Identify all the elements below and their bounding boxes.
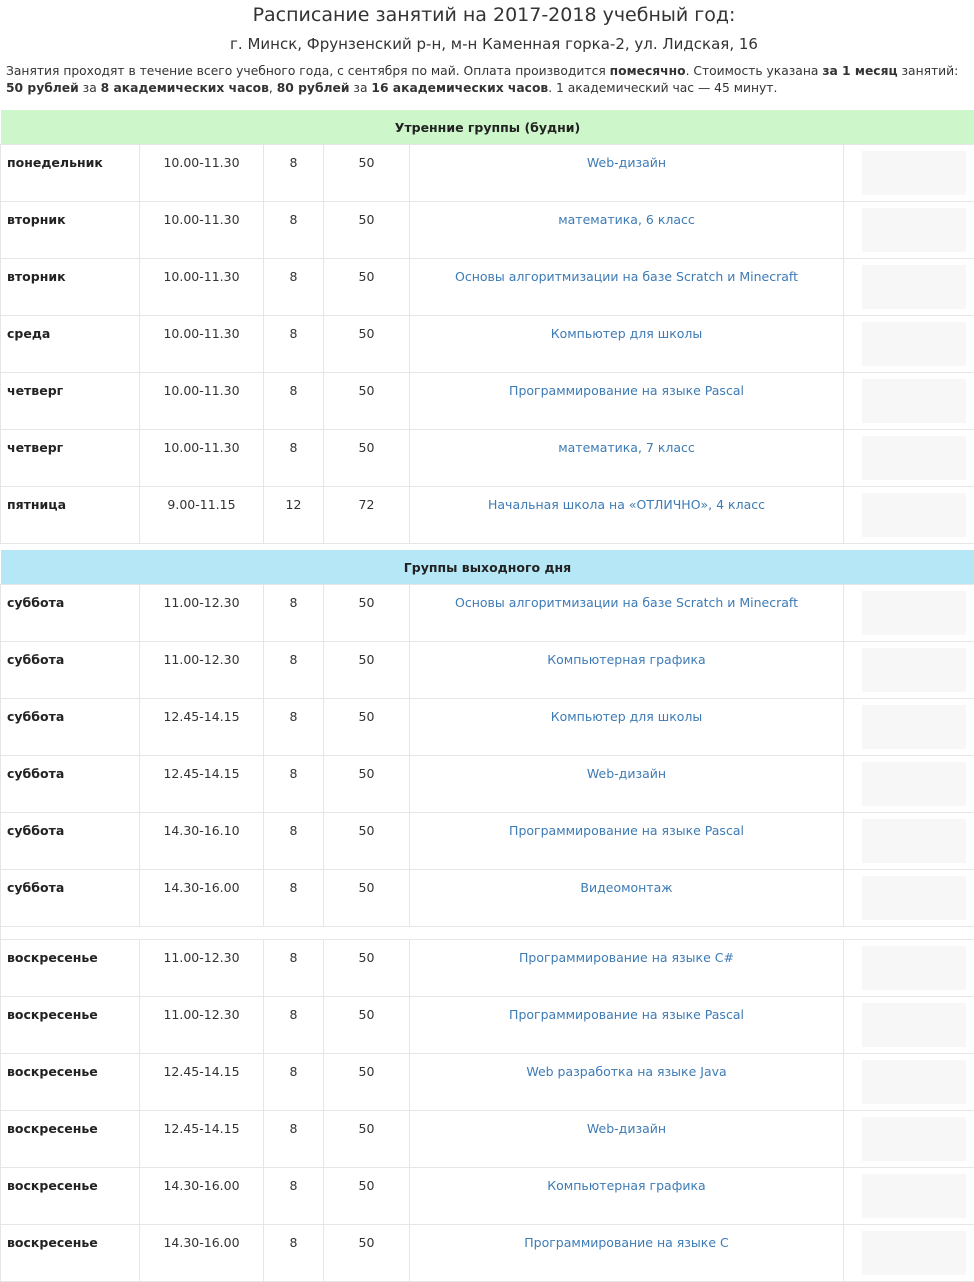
day-cell — [1, 940, 140, 997]
time-cell-text: 14.30-16.00 — [140, 1225, 263, 1250]
price-cell — [324, 699, 410, 756]
price-cell — [324, 997, 410, 1054]
blank-cell — [844, 487, 974, 544]
price-cell-text: 50 — [324, 1054, 409, 1079]
day-cell — [1, 430, 140, 487]
course-link[interactable]: Начальная школа на «ОТЛИЧНО», 4 класс — [410, 487, 843, 512]
blank-cell — [844, 997, 974, 1054]
time-cell — [140, 487, 264, 544]
blank-cell — [844, 202, 974, 259]
price-cell-text: 50 — [324, 756, 409, 781]
blank-cell — [844, 870, 974, 927]
hours-cell-text: 8 — [264, 1054, 323, 1079]
price-cell-text: 50 — [324, 642, 409, 667]
hours-cell — [264, 870, 324, 927]
time-cell-text: 12.45-14.15 — [140, 1054, 263, 1079]
price-cell — [324, 202, 410, 259]
day-cell — [1, 870, 140, 927]
day-cell-text: пятница — [1, 487, 139, 512]
course-link[interactable]: Компьютер для школы — [410, 699, 843, 724]
price-cell-text: 50 — [324, 430, 409, 455]
table-row — [1, 1111, 974, 1168]
time-cell — [140, 813, 264, 870]
blank-cell-fill — [862, 1174, 966, 1218]
time-cell — [140, 1111, 264, 1168]
time-cell — [140, 940, 264, 997]
price-cell-text: 50 — [324, 316, 409, 341]
time-cell — [140, 870, 264, 927]
blank-cell-fill — [862, 436, 966, 480]
time-cell-text: 14.30-16.00 — [140, 1168, 263, 1193]
time-cell-text: 10.00-11.30 — [140, 202, 263, 227]
time-cell-text: 12.45-14.15 — [140, 1111, 263, 1136]
hours-cell-text: 8 — [264, 756, 323, 781]
day-cell-text: воскресенье — [1, 997, 139, 1022]
time-cell — [140, 259, 264, 316]
table-row — [1, 813, 974, 870]
table-row — [1, 585, 974, 642]
intro-part: Занятия проходят в течение всего учебного года, с сентября по май. Оплата производится — [6, 64, 610, 78]
blank-cell — [844, 373, 974, 430]
hours-cell — [264, 997, 324, 1054]
course-cell — [410, 997, 844, 1054]
course-cell — [410, 373, 844, 430]
intro-part: . Стоимость указана — [686, 64, 823, 78]
course-cell — [410, 870, 844, 927]
course-link[interactable]: Web-дизайн — [410, 1111, 843, 1136]
table-row — [1, 1054, 974, 1111]
hours-cell-text: 8 — [264, 145, 323, 170]
price-cell-text: 50 — [324, 259, 409, 284]
price-cell — [324, 487, 410, 544]
intro-part: занятий: — [898, 64, 959, 78]
time-cell — [140, 756, 264, 813]
course-link[interactable]: Компьютерная графика — [410, 642, 843, 667]
blank-cell-fill — [862, 322, 966, 366]
blank-cell — [844, 316, 974, 373]
table-row — [1, 430, 974, 487]
course-cell — [410, 813, 844, 870]
blank-cell — [844, 699, 974, 756]
table-row — [1, 487, 974, 544]
blank-cell-fill — [862, 1117, 966, 1161]
price-cell — [324, 1168, 410, 1225]
table-row — [1, 373, 974, 430]
price-cell-text: 50 — [324, 1168, 409, 1193]
course-cell — [410, 940, 844, 997]
day-cell — [1, 699, 140, 756]
hours-cell-text: 8 — [264, 373, 323, 398]
time-cell — [140, 1054, 264, 1111]
time-cell-text: 10.00-11.30 — [140, 145, 263, 170]
hours-cell-text: 8 — [264, 430, 323, 455]
day-cell-text: суббота — [1, 756, 139, 781]
blank-cell-fill — [862, 819, 966, 863]
day-cell-text: воскресенье — [1, 1168, 139, 1193]
day-cell — [1, 756, 140, 813]
time-cell-text: 9.00-11.15 — [140, 487, 263, 512]
price-cell — [324, 373, 410, 430]
course-link[interactable]: Программирование на языке C# — [410, 940, 843, 965]
blank-cell-fill — [862, 591, 966, 635]
intro-bold: 80 рублей — [277, 81, 350, 95]
hours-cell — [264, 373, 324, 430]
price-cell — [324, 1225, 410, 1282]
hours-cell — [264, 1111, 324, 1168]
hours-cell-text: 8 — [264, 870, 323, 895]
price-cell-text: 50 — [324, 699, 409, 724]
weekday-section-header — [1, 110, 974, 145]
course-cell — [410, 642, 844, 699]
price-cell-text: 50 — [324, 870, 409, 895]
price-cell — [324, 316, 410, 373]
price-cell-text: 50 — [324, 202, 409, 227]
blank-cell — [844, 585, 974, 642]
day-cell — [1, 585, 140, 642]
blank-cell — [844, 1225, 974, 1282]
time-cell — [140, 1168, 264, 1225]
hours-cell-text: 8 — [264, 642, 323, 667]
page-title: Расписание занятий на 2017-2018 учебный год: — [0, 4, 974, 26]
time-cell — [140, 997, 264, 1054]
day-cell — [1, 1168, 140, 1225]
day-cell-text: воскресенье — [1, 1225, 139, 1250]
day-cell-text: суббота — [1, 642, 139, 667]
day-cell-text: суббота — [1, 813, 139, 838]
blank-cell-fill — [862, 493, 966, 537]
blank-cell-fill — [862, 1231, 966, 1275]
course-link[interactable]: Основы алгоритмизации на базе Scratch и Minecraft — [410, 259, 843, 284]
time-cell-text: 10.00-11.30 — [140, 430, 263, 455]
course-cell — [410, 316, 844, 373]
hours-cell — [264, 756, 324, 813]
blank-cell-fill — [862, 379, 966, 423]
price-cell-text: 50 — [324, 813, 409, 838]
time-cell — [140, 373, 264, 430]
course-cell — [410, 699, 844, 756]
price-cell — [324, 813, 410, 870]
day-cell — [1, 487, 140, 544]
hours-cell-text: 8 — [264, 259, 323, 284]
price-cell — [324, 940, 410, 997]
table-row — [1, 997, 974, 1054]
table-row — [1, 316, 974, 373]
price-cell — [324, 259, 410, 316]
day-cell — [1, 1225, 140, 1282]
price-cell-text: 50 — [324, 145, 409, 170]
price-cell-text: 50 — [324, 997, 409, 1022]
hours-cell — [264, 259, 324, 316]
blank-cell-fill — [862, 705, 966, 749]
intro-text — [6, 63, 974, 97]
blank-cell-fill — [862, 1003, 966, 1047]
table-row — [1, 259, 974, 316]
hours-cell-text: 8 — [264, 316, 323, 341]
hours-cell — [264, 145, 324, 202]
table-row — [1, 145, 974, 202]
time-cell — [140, 642, 264, 699]
table-row — [1, 1225, 974, 1282]
price-cell — [324, 870, 410, 927]
price-cell — [324, 430, 410, 487]
intro-bold: 16 академических часов — [371, 81, 548, 95]
price-cell-text: 50 — [324, 1111, 409, 1136]
time-cell-text: 10.00-11.30 — [140, 316, 263, 341]
spacer-row — [1, 927, 974, 940]
hours-cell — [264, 430, 324, 487]
time-cell-text: 11.00-12.30 — [140, 940, 263, 965]
course-cell — [410, 1111, 844, 1168]
day-cell — [1, 316, 140, 373]
course-link[interactable]: Компьютер для школы — [410, 316, 843, 341]
course-link[interactable]: Программирование на языке Pascal — [410, 373, 843, 398]
hours-cell-text: 8 — [264, 1225, 323, 1250]
hours-cell-text: 8 — [264, 1111, 323, 1136]
day-cell — [1, 813, 140, 870]
table-row — [1, 642, 974, 699]
course-cell — [410, 1168, 844, 1225]
hours-cell-text: 8 — [264, 202, 323, 227]
day-cell-text: среда — [1, 316, 139, 341]
time-cell-text: 11.00-12.30 — [140, 642, 263, 667]
time-cell-text: 14.30-16.00 — [140, 870, 263, 895]
intro-bold: 8 академических часов — [101, 81, 269, 95]
course-cell — [410, 585, 844, 642]
day-cell-text: суббота — [1, 870, 139, 895]
blank-cell — [844, 145, 974, 202]
blank-cell-fill — [862, 876, 966, 920]
hours-cell — [264, 642, 324, 699]
day-cell-text: воскресенье — [1, 1111, 139, 1136]
hours-cell — [264, 1168, 324, 1225]
table-row — [1, 940, 974, 997]
course-link[interactable]: Компьютерная графика — [410, 1168, 843, 1193]
weekend-header-label: Группы выходного дня — [1, 550, 974, 585]
day-cell-text: воскресенье — [1, 1054, 139, 1079]
course-link[interactable]: Программирование на языке Pascal — [410, 813, 843, 838]
blank-cell-fill — [862, 946, 966, 990]
hours-cell-text: 12 — [264, 487, 323, 512]
day-cell-text: суббота — [1, 585, 139, 610]
course-cell — [410, 756, 844, 813]
time-cell — [140, 145, 264, 202]
day-cell-text: воскресенье — [1, 940, 139, 965]
hours-cell — [264, 940, 324, 997]
course-link[interactable]: Web разработка на языке Java — [410, 1054, 843, 1079]
price-cell — [324, 145, 410, 202]
blank-cell-fill — [862, 208, 966, 252]
price-cell-text: 50 — [324, 585, 409, 610]
time-cell-text: 11.00-12.30 — [140, 585, 263, 610]
blank-cell — [844, 1111, 974, 1168]
time-cell — [140, 430, 264, 487]
course-link[interactable]: математика, 7 класс — [410, 430, 843, 455]
hours-cell-text: 8 — [264, 1168, 323, 1193]
time-cell — [140, 585, 264, 642]
price-cell-text: 50 — [324, 940, 409, 965]
day-cell-text: четверг — [1, 430, 139, 455]
day-cell-text: понедельник — [1, 145, 139, 170]
table-row — [1, 870, 974, 927]
price-cell — [324, 1111, 410, 1168]
table-row — [1, 756, 974, 813]
day-cell — [1, 997, 140, 1054]
hours-cell-text: 8 — [264, 699, 323, 724]
table-row — [1, 202, 974, 259]
hours-cell-text: 8 — [264, 997, 323, 1022]
price-cell — [324, 756, 410, 813]
blank-cell — [844, 1054, 974, 1111]
intro-bold: 50 рублей — [6, 81, 79, 95]
hours-cell — [264, 487, 324, 544]
hours-cell-text: 8 — [264, 813, 323, 838]
blank-cell-fill — [862, 648, 966, 692]
course-cell — [410, 202, 844, 259]
price-cell-text: 50 — [324, 1225, 409, 1250]
hours-cell — [264, 316, 324, 373]
price-cell — [324, 585, 410, 642]
intro-part: , — [269, 81, 277, 95]
table-row — [1, 1168, 974, 1225]
time-cell-text: 11.00-12.30 — [140, 997, 263, 1022]
course-link[interactable]: Основы алгоритмизации на базе Scratch и Minecraft — [410, 585, 843, 610]
day-cell — [1, 259, 140, 316]
blank-cell — [844, 259, 974, 316]
day-cell — [1, 642, 140, 699]
course-link[interactable]: Программирование на языке Pascal — [410, 997, 843, 1022]
intro-bold: за 1 месяц — [822, 64, 897, 78]
day-cell-text: вторник — [1, 259, 139, 284]
course-cell — [410, 430, 844, 487]
course-link[interactable]: математика, 6 класс — [410, 202, 843, 227]
course-link[interactable]: Web-дизайн — [410, 756, 843, 781]
weekday-header-label: Утренние группы (будни) — [1, 110, 974, 145]
time-cell — [140, 316, 264, 373]
course-cell — [410, 259, 844, 316]
course-cell — [410, 145, 844, 202]
blank-cell-fill — [862, 762, 966, 806]
hours-cell — [264, 699, 324, 756]
hours-cell — [264, 1225, 324, 1282]
price-cell-text: 50 — [324, 373, 409, 398]
day-cell — [1, 145, 140, 202]
hours-cell-text: 8 — [264, 585, 323, 610]
intro-bold: помесячно — [610, 64, 686, 78]
day-cell — [1, 373, 140, 430]
hours-cell-text: 8 — [264, 940, 323, 965]
time-cell — [140, 1225, 264, 1282]
day-cell-text: суббота — [1, 699, 139, 724]
hours-cell — [264, 1054, 324, 1111]
schedule-table — [0, 104, 974, 1282]
day-cell — [1, 1111, 140, 1168]
blank-cell — [844, 756, 974, 813]
blank-cell-fill — [862, 1060, 966, 1104]
course-link[interactable]: Web-дизайн — [410, 145, 843, 170]
blank-cell — [844, 940, 974, 997]
blank-cell — [844, 430, 974, 487]
time-cell-text: 10.00-11.30 — [140, 373, 263, 398]
time-cell-text: 10.00-11.30 — [140, 259, 263, 284]
day-cell — [1, 202, 140, 259]
blank-cell-fill — [862, 151, 966, 195]
table-row — [1, 699, 974, 756]
intro-part: за — [79, 81, 101, 95]
day-cell-text: четверг — [1, 373, 139, 398]
blank-cell — [844, 813, 974, 870]
intro-part: . 1 академический час — 45 минут. — [548, 81, 777, 95]
time-cell — [140, 202, 264, 259]
time-cell-text: 12.45-14.15 — [140, 756, 263, 781]
address-subtitle: г. Минск, Фрунзенский р-н, м-н Каменная горка-2, ул. Лидская, 16 — [0, 35, 974, 53]
price-cell — [324, 1054, 410, 1111]
time-cell-text: 14.30-16.10 — [140, 813, 263, 838]
course-link[interactable]: Видеомонтаж — [410, 870, 843, 895]
hours-cell — [264, 813, 324, 870]
weekend-section-header — [1, 550, 974, 585]
course-cell — [410, 1225, 844, 1282]
course-cell — [410, 1054, 844, 1111]
price-cell — [324, 642, 410, 699]
blank-cell-fill — [862, 265, 966, 309]
day-cell — [1, 1054, 140, 1111]
price-cell-text: 72 — [324, 487, 409, 512]
blank-cell — [844, 1168, 974, 1225]
day-cell-text: вторник — [1, 202, 139, 227]
time-cell-text: 12.45-14.15 — [140, 699, 263, 724]
course-link[interactable]: Программирование на языке C — [410, 1225, 843, 1250]
blank-cell — [844, 642, 974, 699]
time-cell — [140, 699, 264, 756]
course-cell — [410, 487, 844, 544]
hours-cell — [264, 585, 324, 642]
hours-cell — [264, 202, 324, 259]
intro-part: за — [350, 81, 372, 95]
